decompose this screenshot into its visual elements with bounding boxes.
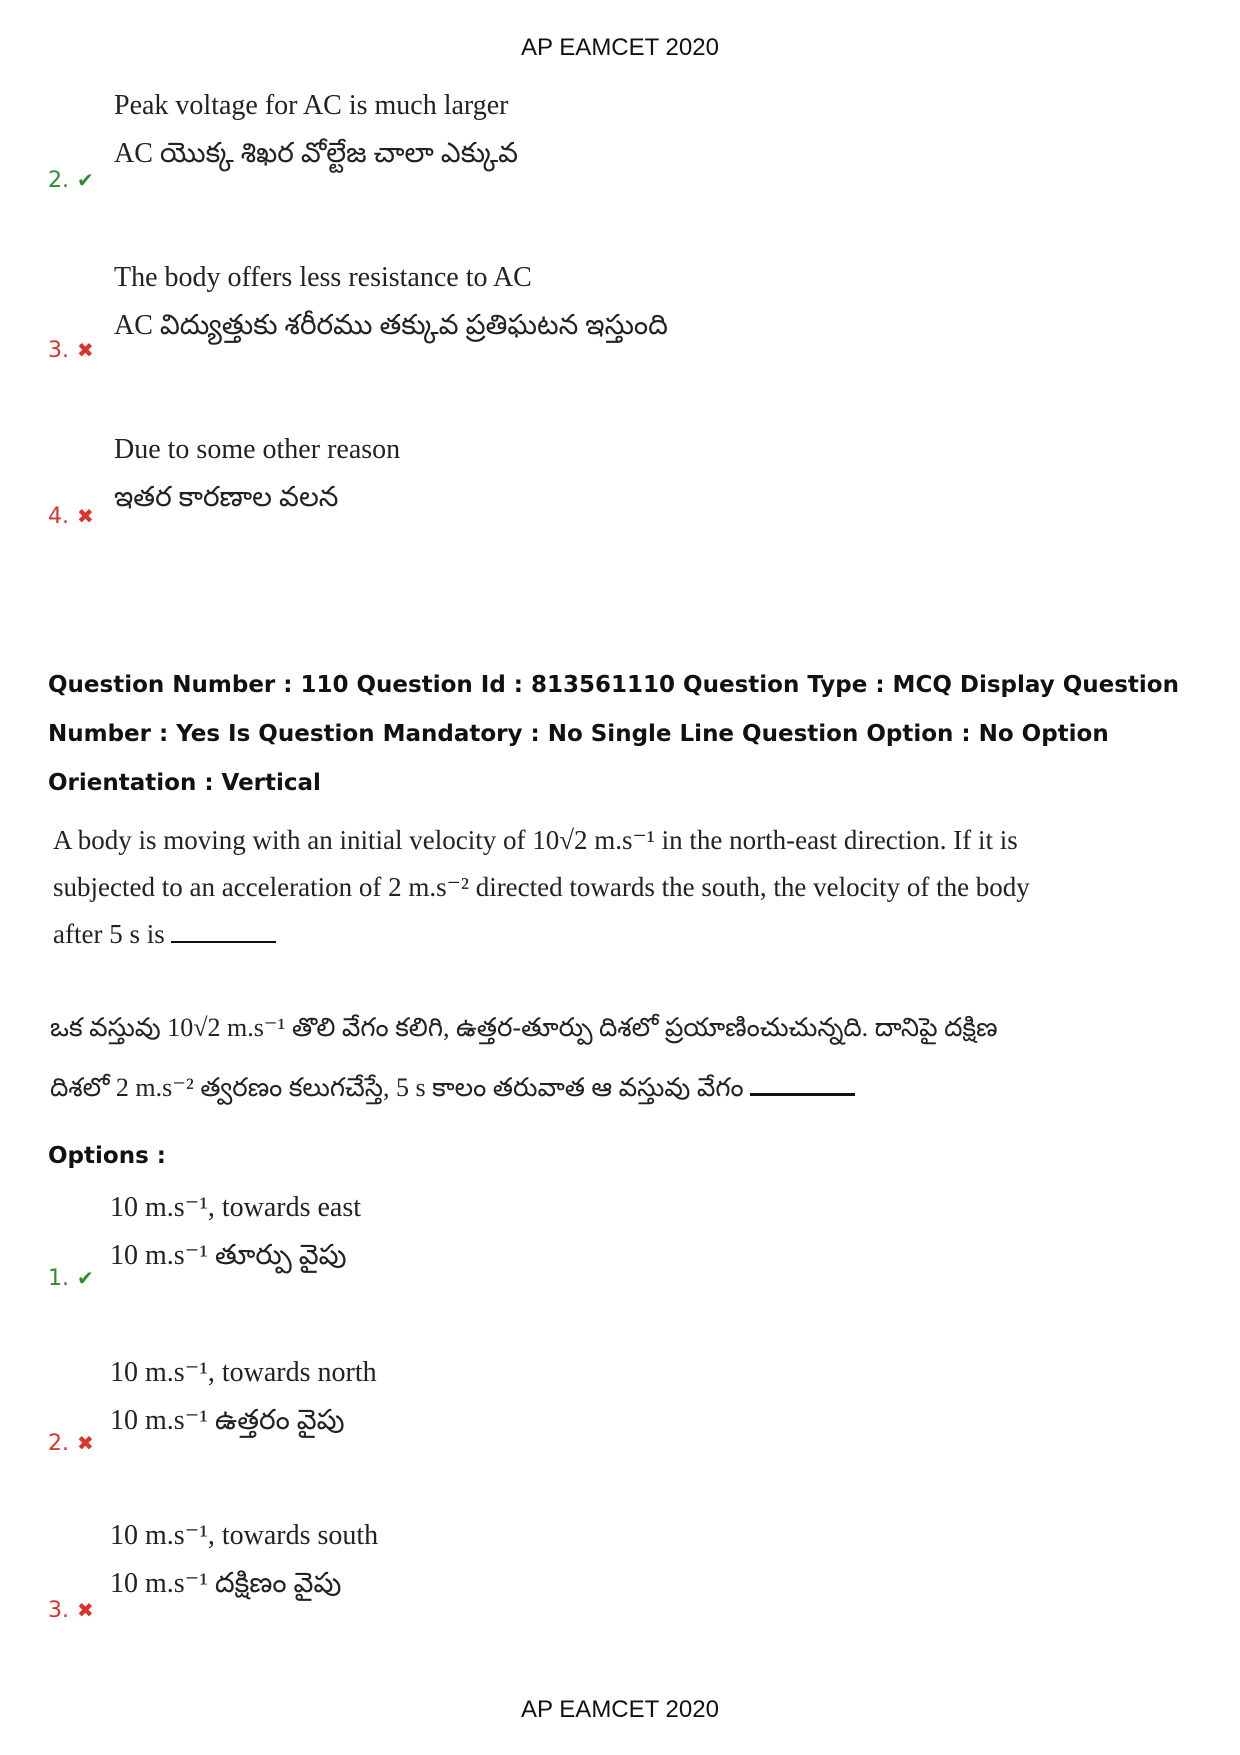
- option-number: 2.: [48, 1431, 69, 1456]
- prev-option-4-telugu: ఇతర కారణాల వలన: [114, 482, 339, 513]
- option-2-marker: [48, 1431, 94, 1456]
- prev-option-4-marker: [48, 504, 94, 529]
- option-1-marker: [48, 1266, 94, 1291]
- option-1-english: 10 m.s⁻¹, towards east: [110, 1192, 362, 1223]
- prev-option-2-english: Peak voltage for AC is much larger: [114, 90, 509, 121]
- option-number: 3.: [48, 1598, 69, 1623]
- question-text-en-line-2: subjected to an acceleration of 2 m.s⁻² directed towards the south, the velocity of the body: [53, 872, 1030, 902]
- option-3-marker: [48, 1598, 94, 1623]
- check-icon: ✔: [77, 168, 94, 192]
- option-number: 3.: [48, 338, 69, 363]
- prev-option-2-telugu: AC యొక్క శిఖర వోల్టేజ చాలా ఎక్కువ: [114, 138, 519, 169]
- prev-option-4-english: Due to some other reason: [114, 434, 401, 465]
- question-text-en-line-3: [53, 919, 276, 950]
- page-header: AP EAMCET 2020: [521, 34, 719, 61]
- prev-option-2-marker: [48, 168, 94, 193]
- question-text-te-line-1: ఒక వస్తువు 10√2 m.s⁻¹ తొలి వేగం కలిగి, ఉత్తర-తూర్పు దిశలో ప్రయాణించుచున్నది. దానిపై దక్షిణ: [50, 1013, 998, 1042]
- question-text-en-line-1: A body is moving with an initial velocity of 10√2 m.s⁻¹ in the north-east direction. If it is: [53, 825, 1018, 855]
- answer-blank: [750, 1093, 855, 1096]
- option-number: 4.: [48, 504, 69, 529]
- cross-icon: ✖: [77, 338, 94, 362]
- options-label: Options :: [48, 1143, 166, 1169]
- prev-option-3-telugu: AC విద్యుత్తుకు శరీరము తక్కువ ప్రతిఘటన ఇస్తుంది: [114, 310, 668, 341]
- prev-option-3-marker: [48, 338, 94, 363]
- question-text-en-line-3-text: after 5 s is: [53, 919, 165, 949]
- answer-blank: [171, 941, 276, 943]
- question-text-te-line-2: [50, 1073, 855, 1109]
- option-3-english: 10 m.s⁻¹, towards south: [110, 1520, 379, 1551]
- option-number: 1.: [48, 1266, 69, 1291]
- question-text-te-line-2-text: దిశలో 2 m.s⁻² త్వరణం కలుగచేస్తే, 5 s కాలం తరువాత ఆ వస్తువు వేగం: [50, 1073, 744, 1102]
- question-meta-line-1: Question Number : 110 Question Id : 813561110 Question Type : MCQ Display Question: [48, 672, 1179, 698]
- prev-option-3-english: The body offers less resistance to AC: [114, 262, 532, 293]
- option-2-english: 10 m.s⁻¹, towards north: [110, 1357, 377, 1388]
- option-1-telugu: 10 m.s⁻¹ తూర్పు వైపు: [110, 1240, 347, 1271]
- question-meta-line-3: Orientation : Vertical: [48, 770, 321, 796]
- question-meta-line-2: Number : Yes Is Question Mandatory : No Single Line Question Option : No Option: [48, 721, 1109, 747]
- option-2-telugu: 10 m.s⁻¹ ఉత్తరం వైపు: [110, 1405, 345, 1436]
- cross-icon: ✖: [77, 1431, 94, 1455]
- option-number: 2.: [48, 168, 69, 193]
- check-icon: ✔: [77, 1266, 94, 1290]
- cross-icon: ✖: [77, 504, 94, 528]
- cross-icon: ✖: [77, 1598, 94, 1622]
- page-footer: AP EAMCET 2020: [521, 1696, 719, 1723]
- option-3-telugu: 10 m.s⁻¹ దక్షిణం వైపు: [110, 1568, 342, 1599]
